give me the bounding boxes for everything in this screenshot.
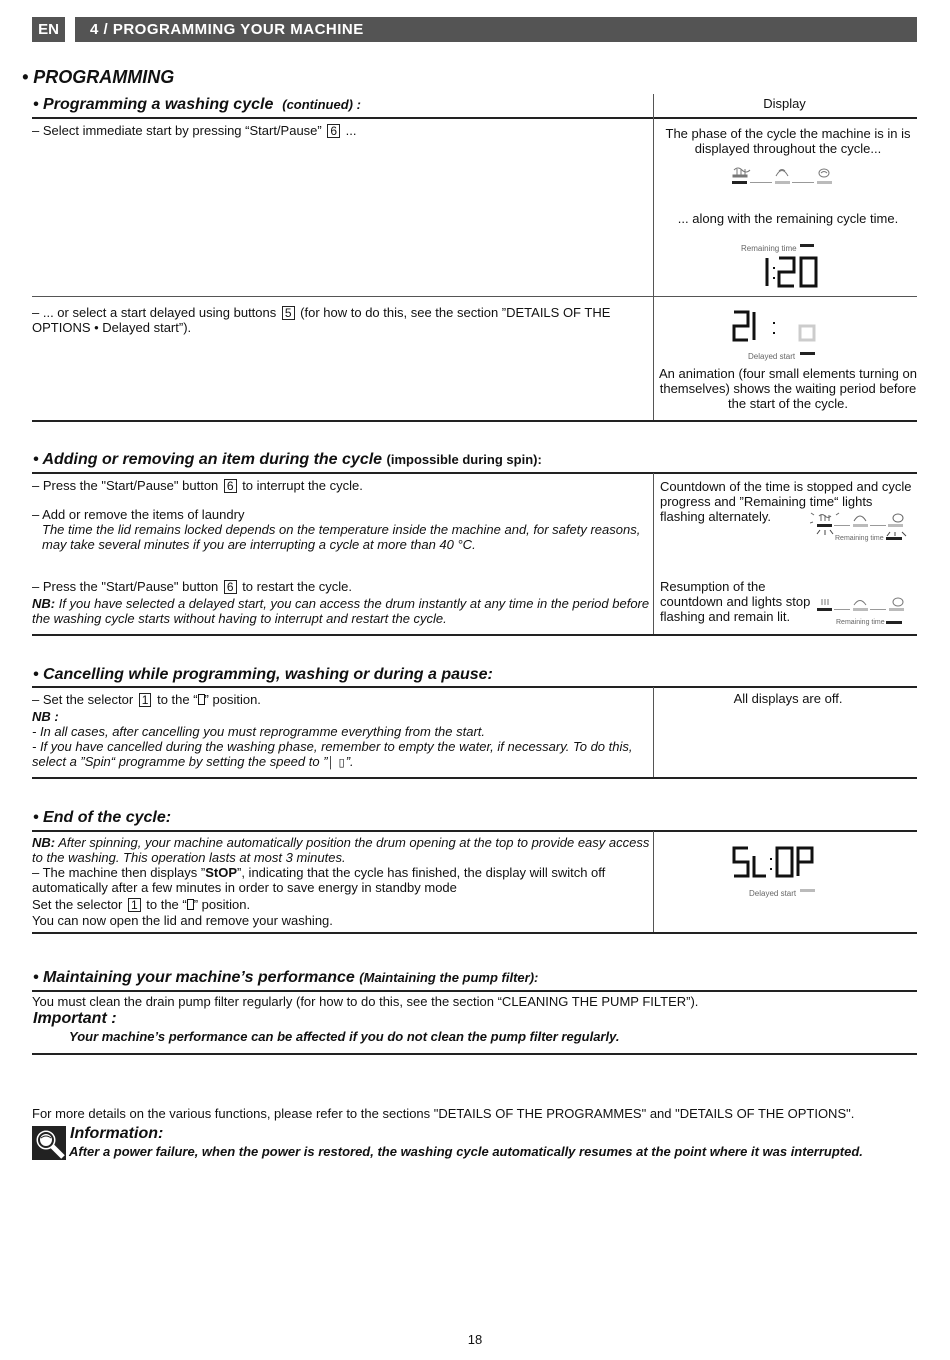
divider bbox=[32, 777, 917, 779]
subsection-title: • Programming a washing cycle (continued) : bbox=[33, 96, 361, 113]
spin-speed-symbol: │ ▯ bbox=[327, 757, 346, 769]
note-text: NB: If you have selected a delayed start, you can access the drum instantly at any time in the period before the washing cycle starts without having to interrupt and restart the cycle. bbox=[32, 596, 650, 626]
remaining-time-label: Remaining time bbox=[741, 244, 797, 253]
page-number: 18 bbox=[467, 1332, 483, 1347]
wash-phase-icon bbox=[733, 168, 750, 177]
instruction-text: – ... or select a start delayed using buttons 5 (for how to do this, see the section ”DETAILS OF THE OPTIONS • Delayed start”). bbox=[32, 305, 611, 335]
divider bbox=[32, 990, 917, 992]
section-title: • PROGRAMMING bbox=[22, 67, 175, 87]
divider bbox=[32, 932, 917, 934]
column-divider bbox=[653, 831, 654, 933]
svg-text:2h: 2h bbox=[732, 310, 734, 311]
flashing-phase-indicator bbox=[810, 510, 910, 546]
svg-text:StOP: StOP bbox=[732, 846, 735, 847]
divider bbox=[32, 1053, 917, 1055]
divider bbox=[32, 296, 917, 297]
column-divider bbox=[653, 687, 654, 778]
instruction-text: – The machine then displays ”StOP”, indicating that the cycle has finished, the display will switch off automatically after a few minutes in order to save energy in standby mode bbox=[32, 865, 606, 895]
display-description: Resumption of the countdown and lights stop flashing and remain lit. bbox=[660, 579, 811, 624]
cycle-phase-indicator bbox=[728, 165, 838, 189]
subsection-title: • Adding or removing an item during the cycle (impossible during spin): bbox=[33, 451, 542, 468]
delayed-start-label: Delayed start bbox=[749, 889, 797, 898]
instruction-text: You can now open the lid and remove your washing. bbox=[32, 913, 333, 928]
subsection-title: • Maintaining your machine’s performance (Maintaining the pump filter): bbox=[33, 969, 539, 986]
display-description: Countdown of the time is stopped and cycle progress and ”Remaining time“ lights flashing alternately. bbox=[660, 479, 912, 524]
divider bbox=[32, 830, 917, 832]
note-text: - If you have cancelled during the washing phase, remember to empty the water, if necessary. To do this, select a ”Spin“ programme by setting the speed to ”│ ▯”. bbox=[32, 739, 633, 769]
instruction-text: Set the selector 1 to the “ ” position. bbox=[32, 897, 251, 912]
button-ref: 6 bbox=[327, 124, 340, 138]
note-text: The time the lid remains locked depends on the temperature inside the machine and, for safety reasons, may take several minutes if you are interrupting a cycle at more than 40 °C. bbox=[42, 522, 641, 552]
divider bbox=[32, 634, 917, 636]
display-description: ... along with the remaining cycle time. bbox=[677, 211, 899, 226]
svg-text:Remaining time: Remaining time bbox=[836, 619, 885, 626]
button-ref: 6 bbox=[224, 479, 237, 493]
svg-text:Remaining time: Remaining time bbox=[835, 535, 884, 542]
instruction-text: – Set the selector 1 to the “ ” position. bbox=[32, 692, 261, 707]
display-description: The phase of the cycle the machine is in is displayed throughout the cycle... bbox=[665, 126, 911, 156]
svg-text:1:20: 1:20 bbox=[764, 256, 766, 257]
rinse-phase-icon bbox=[776, 170, 788, 177]
delayed-start-marker bbox=[800, 889, 815, 892]
delayed-start-marker bbox=[800, 352, 815, 355]
display-description: An animation (four small elements turning on themselves) shows the waiting period before the start of the cycle. bbox=[659, 366, 917, 411]
subsection-title: • Cancelling while programming, washing or during a pause: bbox=[33, 666, 493, 683]
zero-position-symbol bbox=[198, 694, 205, 705]
seven-segment-delayed-start bbox=[732, 310, 822, 344]
button-ref: 5 bbox=[282, 306, 295, 320]
column-divider bbox=[653, 94, 654, 421]
instruction-text: You must clean the drain pump filter regularly (for how to do this, see the section “CLEANING THE PUMP FILTER”). bbox=[32, 994, 699, 1009]
display-description: All displays are off. bbox=[733, 691, 843, 706]
instruction-text: – Press the "Start/Pause" button 6 to interrupt the cycle. bbox=[32, 478, 363, 493]
seven-segment-remaining-time bbox=[764, 256, 820, 290]
nb-label: NB : bbox=[32, 709, 59, 724]
divider bbox=[32, 686, 917, 688]
important-label: Important : bbox=[33, 1010, 117, 1027]
instruction-text: – Select immediate start by pressing “Start/Pause” 6 ... bbox=[32, 123, 357, 138]
delayed-start-label: Delayed start bbox=[748, 352, 796, 361]
column-divider bbox=[653, 473, 654, 635]
language-badge: EN bbox=[32, 17, 75, 42]
note-text: NB: After spinning, your machine automatically position the drum opening at the top to provide easy access to the washing. This operation lasts at most 3 minutes. bbox=[32, 835, 650, 865]
note-text: - In all cases, after cancelling you must reprogramme everything from the start. bbox=[32, 724, 486, 739]
divider bbox=[32, 117, 917, 119]
resumed-phase-indicator bbox=[812, 595, 912, 627]
spin-phase-icon bbox=[819, 169, 829, 177]
button-ref: 1 bbox=[139, 693, 152, 707]
divider bbox=[32, 420, 917, 422]
instruction-text: – Add or remove the items of laundry bbox=[32, 507, 245, 522]
seven-segment-stop bbox=[732, 846, 822, 882]
magnifier-info-icon bbox=[32, 1126, 66, 1160]
divider bbox=[32, 472, 917, 474]
instruction-text: – Press the "Start/Pause" button 6 to restart the cycle. bbox=[32, 579, 353, 594]
important-text: Your machine’s performance can be affected if you do not clean the pump filter regularly. bbox=[69, 1029, 620, 1044]
button-ref: 1 bbox=[128, 898, 141, 912]
button-ref: 6 bbox=[224, 580, 237, 594]
subsection-title: • End of the cycle: bbox=[33, 809, 172, 826]
remaining-time-marker bbox=[800, 244, 814, 247]
more-details-text: For more details on the various functions, please refer to the sections "DETAILS OF THE PROGRAMMES" and "DETAILS OF THE OPTIONS". bbox=[32, 1106, 855, 1121]
information-text: After a power failure, when the power is restored, the washing cycle automatically resumes at the point where it was interrupted. bbox=[69, 1144, 863, 1159]
zero-position-symbol bbox=[187, 899, 194, 910]
chapter-title: 4 / PROGRAMMING YOUR MACHINE bbox=[90, 21, 364, 38]
display-column-header: Display bbox=[763, 96, 806, 111]
information-title: Information: bbox=[70, 1125, 164, 1142]
